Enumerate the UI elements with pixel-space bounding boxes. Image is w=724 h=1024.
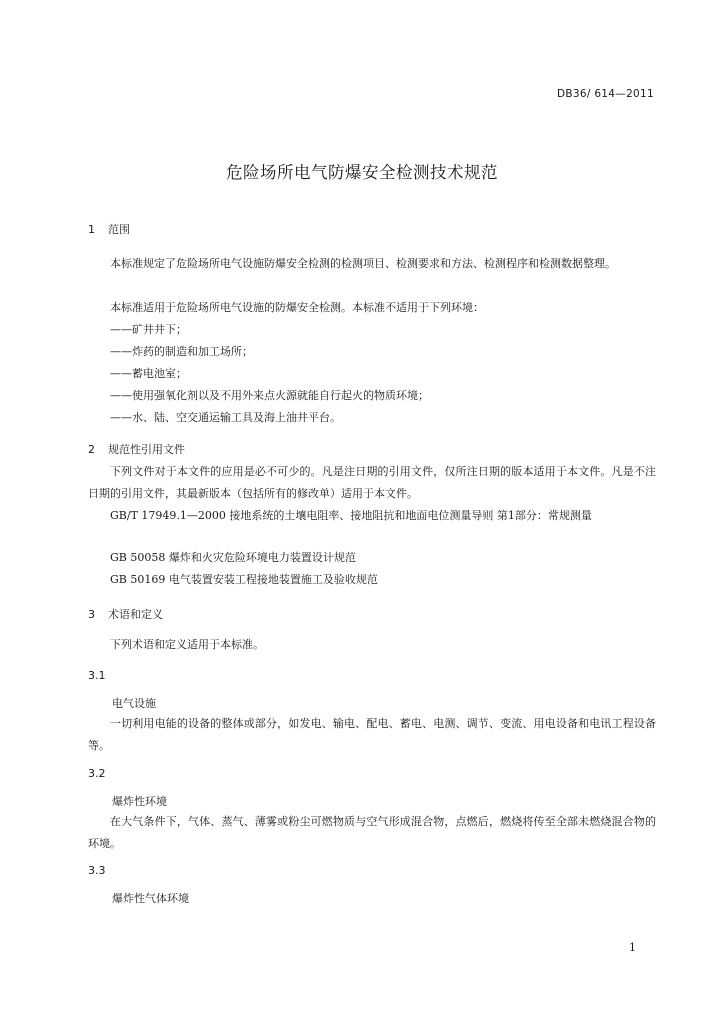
section-number: 1	[88, 223, 95, 236]
exclusion-item: ——水、陆、空交通运输工具及海上油井平台。	[110, 411, 341, 424]
standard-code: DB36/ 614—2011	[557, 88, 654, 100]
term-title: 爆炸性环境	[112, 795, 167, 808]
section-number: 2	[88, 443, 95, 456]
term-definition: 一切利用电能的设备的整体或部分，如发电、输电、配电、蓄电、电测、调节、变流、用电设备和电讯工程设备等。	[88, 717, 656, 752]
section-title: 范围	[108, 223, 130, 236]
term-number: 3.1	[88, 669, 106, 682]
term-title: 爆炸性气体环境	[112, 892, 189, 905]
reference-item: GB 50058 爆炸和火灾危险环境电力装置设计规范	[110, 551, 356, 564]
section-title: 规范性引用文件	[108, 443, 185, 456]
term-number: 3.3	[88, 864, 106, 877]
document-title: 危险场所电气防爆安全检测技术规范	[226, 163, 498, 182]
term-definition: 在大气条件下，气体、蒸气、薄雾或粉尘可燃物质与空气形成混合物，点燃后，燃烧将传至全部未燃烧混合物的环境。	[88, 815, 656, 850]
section-2-heading	[88, 441, 185, 457]
section-1-heading	[88, 221, 130, 237]
section-number: 3	[88, 608, 95, 621]
reference-item: GB 50169 电气装置安装工程接地装置施工及验收规范	[110, 573, 378, 586]
scope-applicability: 本标准适用于危险场所电气设施的防爆安全检测。本标准不适用于下列环境：	[110, 301, 484, 314]
scope-paragraph: 本标准规定了危险场所电气设施防爆安全检测的检测项目、检测要求和方法、检测程序和检测数据整理。	[110, 257, 616, 270]
terms-intro: 下列术语和定义适用于本标准。	[110, 638, 264, 651]
section-title: 术语和定义	[108, 608, 163, 621]
exclusion-item: ——使用强氧化剂以及不用外来点火源就能自行起火的物质环境；	[110, 389, 429, 402]
page-number: 1	[629, 941, 636, 954]
exclusion-item: ——炸药的制造和加工场所；	[110, 345, 253, 358]
section-3-heading	[88, 606, 163, 622]
references-intro: 下列文件对于本文件的应用是必不可少的。凡是注日期的引用文件，仅所注日期的版本适用于本文件。凡是不注日期的引用文件，其最新版本（包括所有的修改单）适用于本文件。	[88, 465, 656, 500]
exclusion-item: ——矿井井下；	[110, 323, 187, 336]
term-title: 电气设施	[112, 697, 156, 710]
term-number: 3.2	[88, 767, 106, 780]
reference-item: GB/T 17949.1—2000 接地系统的土壤电阻率、接地阻抗和地面电位测量导则 第1部分：常规测量	[110, 509, 592, 522]
exclusion-item: ——蓄电池室；	[110, 367, 187, 380]
